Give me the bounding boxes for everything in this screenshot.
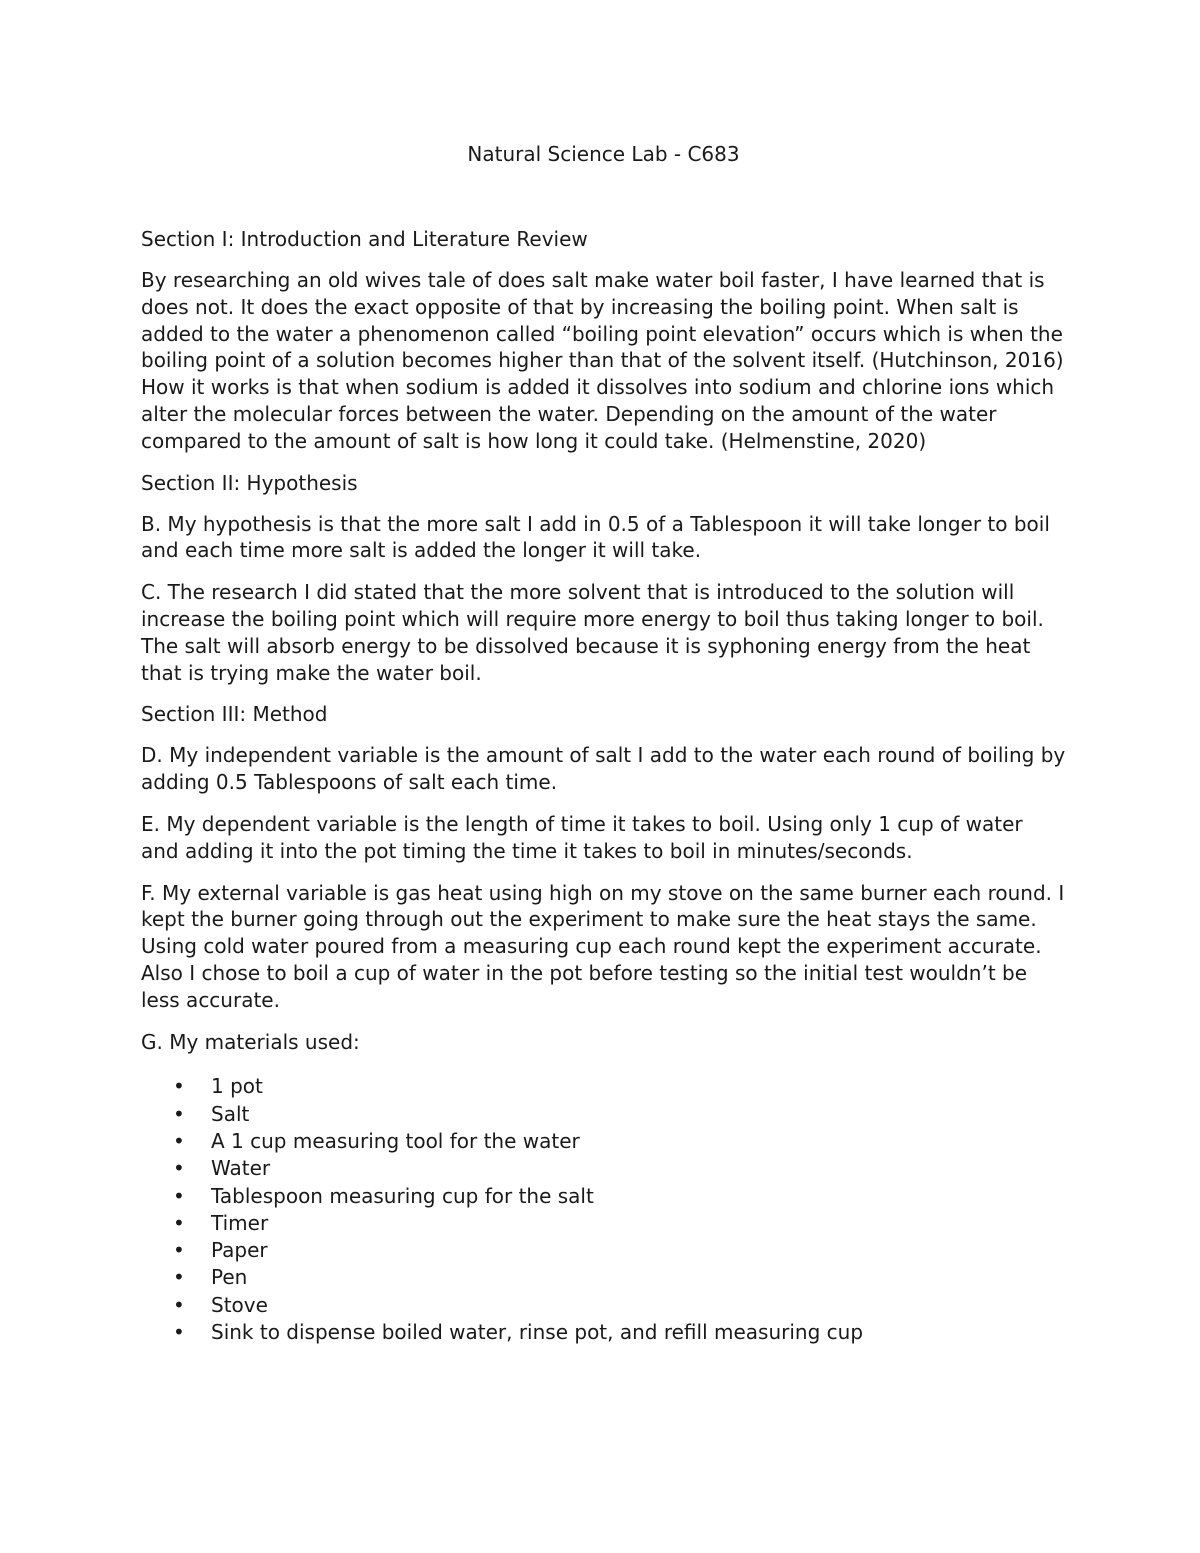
list-item xyxy=(173,1128,1066,1155)
bullet-icon: • xyxy=(173,1210,185,1235)
list-item-label: Stove xyxy=(211,1292,268,1317)
bullet-icon: • xyxy=(173,1183,185,1208)
list-item xyxy=(173,1237,1066,1264)
section-3-heading: Section III: Method xyxy=(141,702,328,727)
bullet-icon: • xyxy=(173,1074,185,1099)
bullet-icon: • xyxy=(173,1320,185,1344)
bullet-icon: • xyxy=(173,1238,185,1263)
bullet-icon: • xyxy=(173,1156,185,1181)
section-1-paragraph: By researching an old wives tale of does salt make water boil faster, I have learned that is does not. It does the exact opposite of that by increasing the boiling point. When salt is added to the water a phenomenon called “boiling point elevation” occurs which is when the boiling point of a solution becomes higher than that of the solvent itself. (Hutchinson, 2016) How it works is that when sodium is added it dissolves into sodium and chlorine ions which alter the molecular forces between the water. Depending on the amount of the water compared to the amount of salt is how long it could take. (Helmenstine, 2020) xyxy=(141,268,1064,453)
list-item-label: Water xyxy=(211,1156,271,1181)
section-1-heading: Section I: Introduction and Literature Review xyxy=(141,227,588,251)
section-2-heading: Section II: Hypothesis xyxy=(141,470,358,495)
method-g-paragraph: G. My materials used: xyxy=(141,1029,360,1054)
bullet-icon: • xyxy=(173,1292,185,1317)
list-item-label: Paper xyxy=(211,1238,268,1263)
list-item-label: Timer xyxy=(211,1210,269,1235)
list-item-label: A 1 cup measuring tool for the water xyxy=(211,1128,580,1153)
bullet-icon: • xyxy=(173,1101,185,1126)
method-e-paragraph: E. My dependent variable is the length of time it takes to boil. Using only 1 cup of water and adding it into the pot timing the time it takes to boil in minutes/seconds. xyxy=(141,811,1023,863)
hypothesis-b-paragraph: B. My hypothesis is that the more salt I add in 0.5 of a Tablespoon it will take longer to boil and each time more salt is added the longer it will take. xyxy=(141,511,1050,563)
method-d-paragraph: D. My independent variable is the amount of salt I add to the water each round of boiling by adding 0.5 Tablespoons of salt each time. xyxy=(141,743,1066,795)
list-item-label: 1 pot xyxy=(211,1074,263,1099)
list-item-label: Tablespoon measuring cup for the salt xyxy=(211,1183,594,1208)
list-item xyxy=(173,1264,1066,1291)
document-body xyxy=(141,140,1066,1346)
list-item xyxy=(173,1210,1066,1237)
list-item xyxy=(173,1101,1066,1128)
method-f-paragraph: F. My external variable is gas heat using high on my stove on the same burner each round. I kept the burner going through out the experiment to make sure the heat stays the same. Using cold water poured from a measuring cup each round kept the experiment accurate. Also I chose to boil a cup of water in the pot before testing so the initial test wouldn’t be less accurate. xyxy=(141,880,1065,1012)
materials-list xyxy=(141,1073,1066,1346)
bullet-icon: • xyxy=(173,1128,185,1153)
list-item xyxy=(173,1183,1066,1210)
list-item xyxy=(173,1292,1066,1319)
list-item xyxy=(173,1155,1066,1182)
bullet-icon: • xyxy=(173,1265,185,1290)
hypothesis-c-paragraph: C. The research I did stated that the more solvent that is introduced to the solution will increase the boiling point which will require more energy to boil thus taking longer to boil. The salt will absorb energy to be dissolved because it is syphoning energy from the heat that is trying make the water boil. xyxy=(141,580,1044,685)
document-title: Natural Science Lab - C683 xyxy=(467,142,740,166)
list-item xyxy=(173,1319,1066,1346)
list-item xyxy=(173,1073,1066,1100)
list-item-label: Pen xyxy=(211,1265,248,1290)
list-item-label: Sink to dispense boiled water, rinse pot, and refill measuring cup xyxy=(211,1320,864,1344)
list-item-label: Salt xyxy=(211,1101,250,1126)
